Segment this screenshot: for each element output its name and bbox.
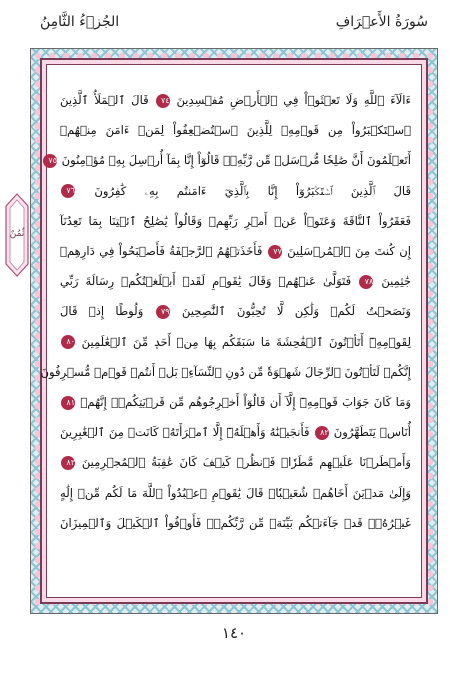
verse-text: جَٰثِمِينَ <box>381 274 412 289</box>
text-line <box>60 327 411 357</box>
text-line <box>60 115 411 145</box>
verse-text: أَتَعۡلَمُونَ أَنَّ صَٰلِحٗا مُّرۡسَلٞ مِّن رَّبِّهِۦۚ قَالُوٓاْ إِنَّا بِمَآ أُرۡسِلَ بِهِۦ مُؤۡمِنُونَ <box>61 153 411 168</box>
verse-text: لِقَوۡمِهِۦٓ أَتَأۡتُونَ ٱلۡفَٰحِشَةَ مَا سَبَقَكُم بِهَا مِنۡ أَحَدٖ مِّنَ ٱلۡعَٰلَمِينَ <box>81 334 412 349</box>
text-panel <box>40 64 422 598</box>
verse-text-continuation: فَأَنجَيۡنَٰهُ وَأَهۡلَهُۥٓ إِلَّا ٱمۡرَأَتَهُۥ كَانَتۡ مِنَ ٱلۡغَٰبِرِينَ <box>60 425 310 440</box>
text-line <box>60 387 411 417</box>
verse-text-continuation: فَتَوَلَّىٰ عَنۡهُمۡ وَقَالَ يَٰقَوۡمِ لَقَدۡ أَبۡلَغۡتُكُمۡ رِسَالَةَ رَبِّي <box>60 274 352 289</box>
ayah-number-marker: ٨٣ <box>61 456 75 470</box>
verse-text: وَمَا كَانَ جَوَابَ قَوۡمِهِۦٓ إِلَّآ أَن قَالُوٓاْ أَخۡرِجُوهُم مِّن قَرۡيَتِكُمۡۖ إِنَّهُمۡ <box>80 395 412 410</box>
text-line <box>60 85 411 115</box>
text-line <box>60 478 411 508</box>
verse-text: قَالَ ٱلَّذِينَ ٱسۡتَكۡبَرُوٓاْ إِنَّا بِٱلَّذِيٓ ءَامَنتُم بِهِۦ كَٰفِرُونَ <box>94 183 411 198</box>
text-line <box>48 145 411 175</box>
text-line <box>60 176 411 206</box>
text-line <box>60 266 411 296</box>
verse-text: فَعَقَرُواْ ٱلنَّاقَةَ وَعَتَوۡاْ عَنۡ أَمۡرِ رَبِّهِمۡ وَقَالُواْ يَٰصَٰلِحُ ٱئۡتِنَا بِمَا تَعِدُنَآ <box>60 213 411 228</box>
ayah-number-marker: ٨٠ <box>61 335 75 349</box>
text-line <box>60 508 411 538</box>
text-line <box>60 447 411 477</box>
text-line <box>60 296 411 326</box>
page-number: ١٤٠ <box>221 624 247 642</box>
text-line <box>40 357 411 387</box>
text-line <box>60 236 411 266</box>
verse-text: ءَالَآءَ ٱللَّهِ وَلَا تَعۡثَوۡاْ فِي ٱلۡأَرۡضِ مُفۡسِدِينَ <box>176 93 411 107</box>
verse-text: وَنَصَحۡتُ لَكُمۡ وَلَٰكِن لَّا تُحِبُّونَ ٱلنَّٰصِحِينَ <box>181 304 412 319</box>
hizb-label: ثُمُنٌ <box>9 229 25 239</box>
verse-text: غَيۡرُهُۥۖ قَدۡ جَآءَتۡكُم بَيِّنَةٞ مِّن رَّبِّكُمۡۖ فَأَوۡفُواْ ٱلۡكَيۡلَ وَٱلۡمِيزَانَ <box>60 515 411 530</box>
page-header <box>0 0 468 40</box>
ayah-number-marker: ٧٧ <box>268 245 282 259</box>
quran-text <box>40 85 412 538</box>
verse-text: ٱسۡتَكۡبَرُواْ مِن قَوۡمِهِۦ لِلَّذِينَ ٱسۡتُضۡعِفُواْ لِمَنۡ ءَامَنَ مِنۡهُمۡ <box>60 123 411 138</box>
juz-name: الجُزۡءُ الثَّامِنُ <box>40 14 120 30</box>
text-line <box>60 417 411 447</box>
ayah-number-marker: ٧٤ <box>156 94 170 108</box>
verse-text: وَأَمۡطَرۡنَا عَلَيۡهِم مَّطَرٗاۖ فَٱنظُرۡ كَيۡفَ كَانَ عَٰقِبَةُ ٱلۡمُجۡرِمِينَ <box>81 455 411 470</box>
ayah-number-marker: ٨٢ <box>315 426 329 440</box>
ornamental-border <box>30 48 438 614</box>
verse-text-continuation: فَأَخَذَتۡهُمُ ٱلرَّجۡفَةُ فَأَصۡبَحُواْ فِي دَارِهِمۡ <box>60 244 263 259</box>
verse-text-continuation: وَلُوطًا إِذۡ قَالَ <box>60 304 144 319</box>
verse-text: إِنَّكُمۡ لَتَأۡتُونَ ٱلرِّجَالَ شَهۡوَةٗ مِّن دُونِ ٱلنِّسَآءِۚ بَلۡ أَنتُمۡ قَوۡمٞ مُّسۡرِفُونَ <box>40 364 411 379</box>
verse-text: وَإِلَىٰ مَدۡيَنَ أَخَاهُمۡ شُعَيۡبٗاۚ قَالَ يَٰقَوۡمِ ٱعۡبُدُواْ ٱللَّهَ مَا لَكُم مِّنۡ إِلَٰهٍ <box>60 485 411 500</box>
ayah-number-marker: ٧٦ <box>61 184 75 198</box>
ayah-number-marker: ٧٨ <box>359 275 373 289</box>
verse-text: إِن كُنتَ مِنَ ٱلۡمُرۡسَلِينَ <box>287 244 411 259</box>
surah-name: سُورَةُ الأَعۡرَافِ <box>335 14 428 30</box>
verse-text: أُنَاسٞ يَتَطَهَّرُونَ <box>333 425 412 440</box>
text-line <box>60 206 411 236</box>
verse-text-continuation: قَالَ ٱلۡمَلَأُ ٱلَّذِينَ <box>60 93 149 107</box>
ayah-number-marker: ٨١ <box>61 396 75 410</box>
ayah-number-marker: ٧٥ <box>43 154 57 168</box>
border-band <box>40 58 428 604</box>
ayah-number-marker: ٧٩ <box>156 305 170 319</box>
